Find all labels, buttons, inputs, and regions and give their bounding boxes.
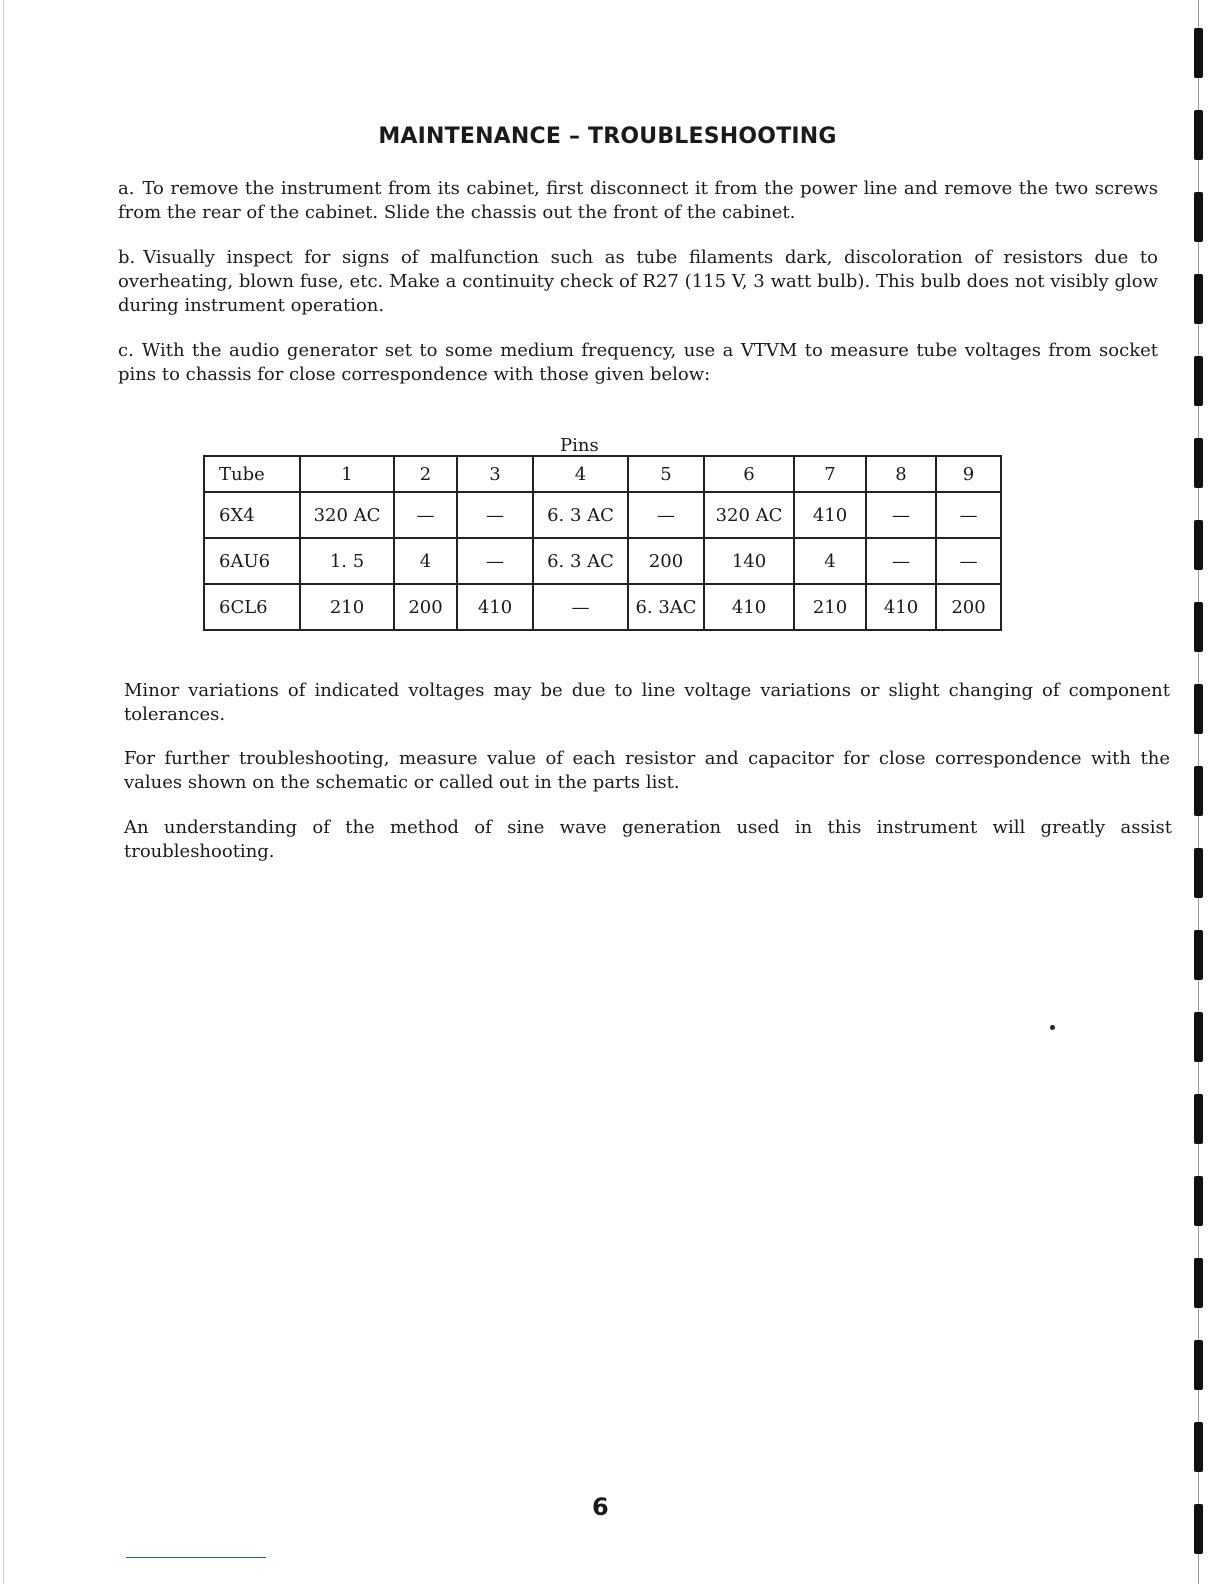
binding-hole	[1194, 1176, 1203, 1226]
table-cell: —	[628, 492, 704, 538]
table-cell: 6. 3AC	[628, 584, 704, 630]
table-cell: —	[936, 492, 1001, 538]
binding-hole	[1194, 766, 1203, 816]
table-cell: 6AU6	[204, 538, 300, 584]
table-cell: 210	[794, 584, 866, 630]
table-header-cell: 1	[300, 456, 394, 492]
paragraph-c	[76, 339, 1158, 387]
tube-voltage-table	[203, 455, 1002, 631]
table-header-cell: 5	[628, 456, 704, 492]
paragraph-further-troubleshooting: For further troubleshooting, measure value of each resistor and capacitor for close correspondence with the values shown on the schematic or called out in the parts list.	[124, 748, 1170, 793]
binding-hole	[1194, 356, 1203, 406]
table-cell: 410	[866, 584, 936, 630]
paragraph-a-text: To remove the instrument from its cabinet, first disconnect it from the power line and remove the two screws from the rear of the cabinet. Slide the chassis out the front of the cabinet.	[118, 178, 1158, 223]
binding-hole	[1194, 602, 1203, 652]
binding-hole	[1194, 1012, 1203, 1062]
table-row	[204, 492, 1001, 538]
binding-holes	[1192, 0, 1206, 1584]
table-cell: —	[457, 538, 533, 584]
table-cell: 210	[300, 584, 394, 630]
table-caption: Pins	[560, 435, 599, 456]
paragraph-understanding: An understanding of the method of sine wave generation used in this instrument will greatly assist troubleshooting.	[124, 817, 1172, 862]
table-header-cell: 9	[936, 456, 1001, 492]
paragraph-minor-variations: Minor variations of indicated voltages may be due to line voltage variations or slight changing of component tolerances.	[124, 680, 1170, 725]
table-cell: —	[457, 492, 533, 538]
page-title: MAINTENANCE – TROUBLESHOOTING	[378, 124, 837, 149]
table-cell: 6X4	[204, 492, 300, 538]
binding-hole	[1194, 1422, 1203, 1472]
binding-hole	[1194, 1258, 1203, 1308]
table-header-cell: 7	[794, 456, 866, 492]
table-cell: 410	[457, 584, 533, 630]
table-cell: 200	[628, 538, 704, 584]
table-row	[204, 538, 1001, 584]
footer-rule	[126, 1557, 266, 1558]
table-cell: 4	[794, 538, 866, 584]
paragraph-a-label: a.	[118, 178, 135, 199]
paragraph-b-text: Visually inspect for signs of malfunction such as tube filaments dark, discoloration of resistors due to overheating, blown fuse, etc. Make a continuity check of R27 (115 V, 3 watt bulb). This bulb does not visibly glow during instrument operation.	[118, 247, 1158, 316]
table-cell: 4	[394, 538, 457, 584]
paragraph-b	[76, 246, 1158, 318]
binding-hole	[1194, 684, 1203, 734]
page-number: 6	[592, 1493, 609, 1521]
binding-hole	[1194, 438, 1203, 488]
binding-hole	[1194, 28, 1203, 78]
paragraph-b-label: b.	[118, 247, 136, 268]
table-header-cell: 2	[394, 456, 457, 492]
table-cell: 6. 3 AC	[533, 538, 628, 584]
table-cell: 6. 3 AC	[533, 492, 628, 538]
paragraph-c-label: c.	[118, 340, 134, 361]
binding-hole	[1194, 930, 1203, 980]
binding-hole	[1194, 274, 1203, 324]
table-cell: —	[394, 492, 457, 538]
binding-hole	[1194, 1340, 1203, 1390]
binding-hole	[1194, 1504, 1203, 1554]
table-cell: —	[936, 538, 1001, 584]
binding-hole	[1194, 848, 1203, 898]
table-cell: 410	[794, 492, 866, 538]
binding-hole	[1194, 520, 1203, 570]
table-cell: 320 AC	[704, 492, 794, 538]
table-row	[204, 584, 1001, 630]
table-header-row	[204, 456, 1001, 492]
table-cell: 410	[704, 584, 794, 630]
page-edge	[3, 0, 4, 1584]
table-header-cell: 8	[866, 456, 936, 492]
table-header-cell: 4	[533, 456, 628, 492]
table-cell: —	[866, 492, 936, 538]
table-header-cell: Tube	[204, 456, 300, 492]
table-cell: 200	[936, 584, 1001, 630]
table-cell: 140	[704, 538, 794, 584]
scan-speck	[1050, 1025, 1055, 1030]
table-cell: 6CL6	[204, 584, 300, 630]
binding-hole	[1194, 1094, 1203, 1144]
table-cell: —	[866, 538, 936, 584]
paragraph-c-text: With the audio generator set to some medium frequency, use a VTVM to measure tube voltages from socket pins to chassis for close correspondence with those given below:	[118, 340, 1158, 385]
table-cell: 200	[394, 584, 457, 630]
paragraph-a	[76, 177, 1158, 225]
binding-hole	[1194, 192, 1203, 242]
table-cell: 320 AC	[300, 492, 394, 538]
table-cell: —	[533, 584, 628, 630]
table-cell: 1. 5	[300, 538, 394, 584]
table-header-cell: 3	[457, 456, 533, 492]
table-header-cell: 6	[704, 456, 794, 492]
